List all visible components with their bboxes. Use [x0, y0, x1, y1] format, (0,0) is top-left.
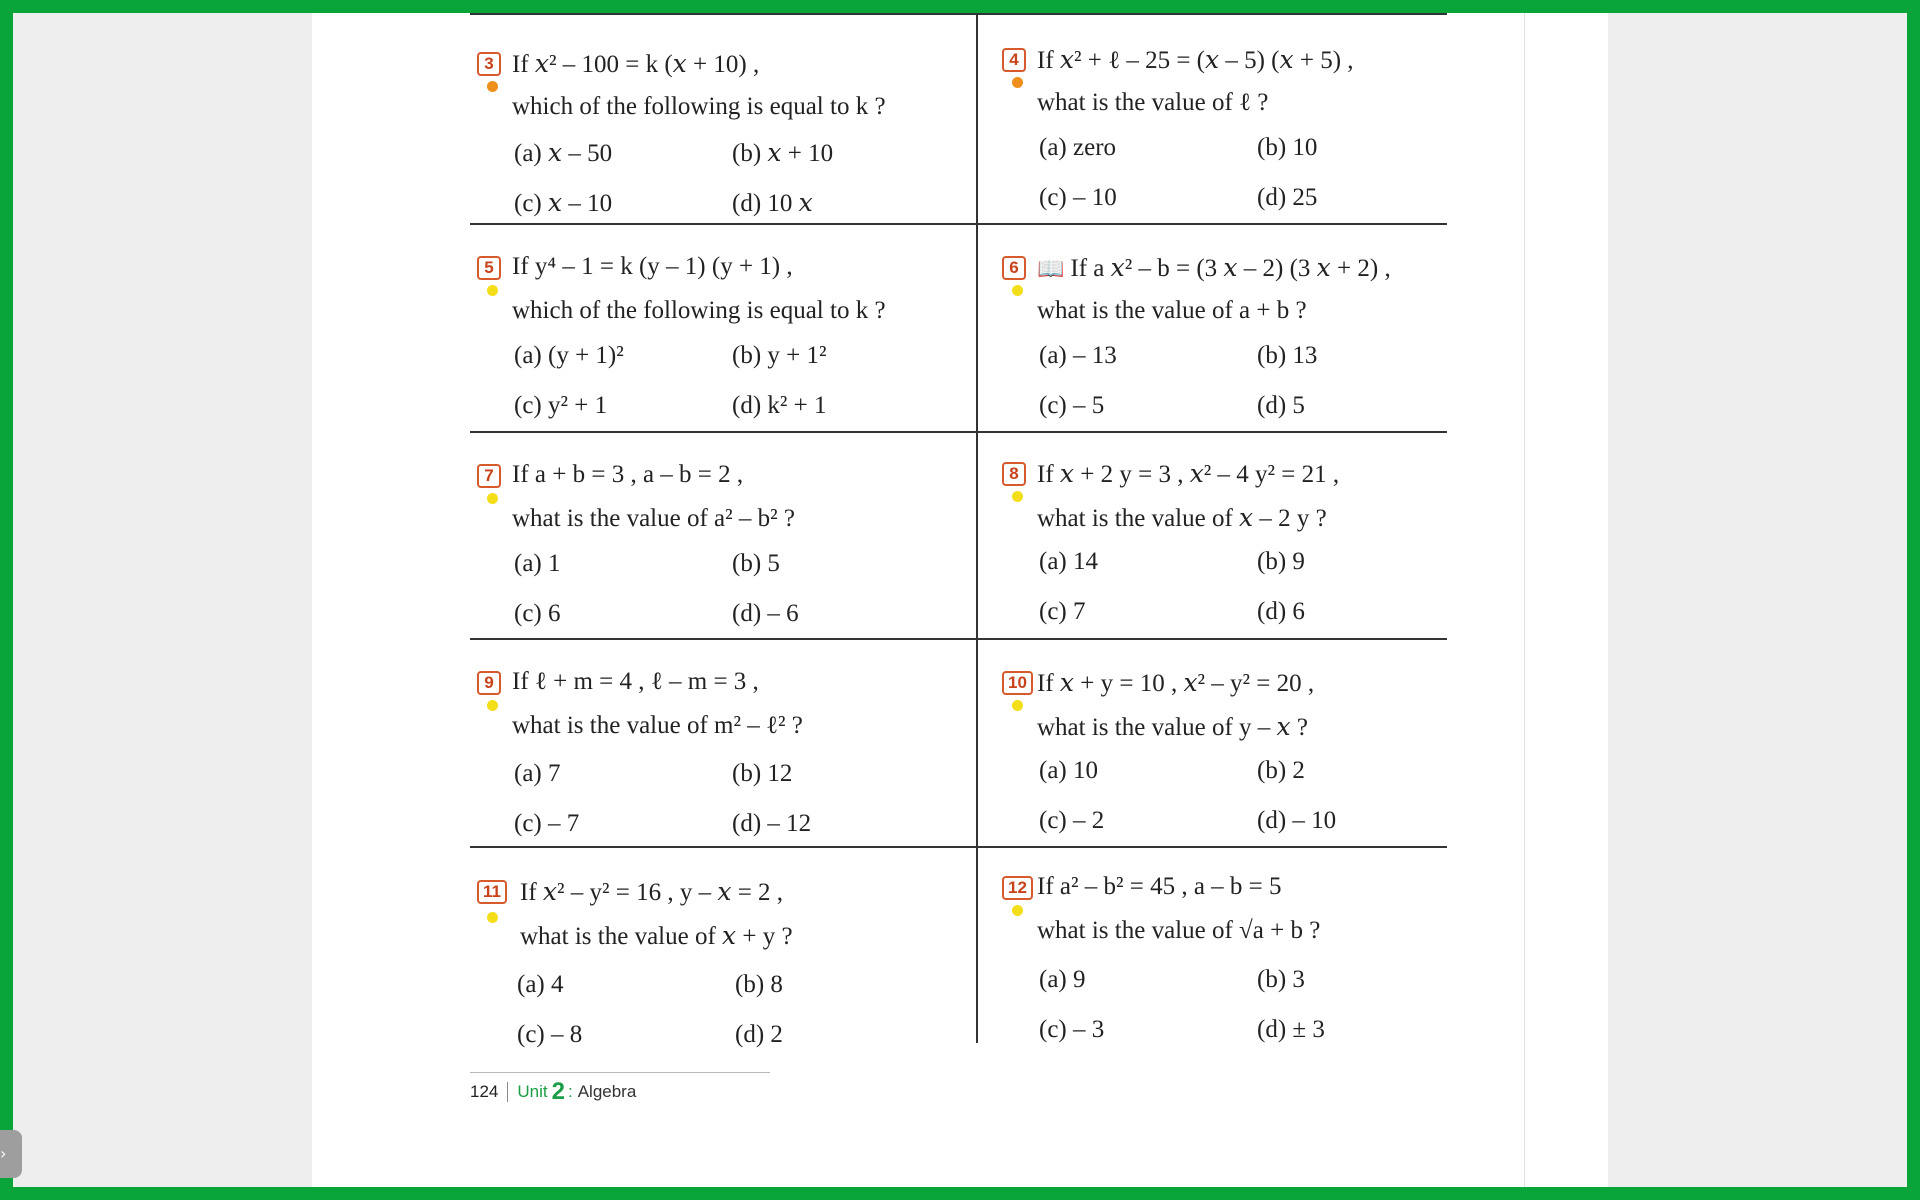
question-prompt: which of the following is equal to k ? [512, 93, 886, 120]
option-d: (d) 5 [1257, 392, 1305, 419]
unit-number: 2 [551, 1078, 565, 1105]
option-a: (a) 4 [517, 971, 564, 998]
option-d: (d) – 6 [732, 600, 799, 627]
question-number: 3 [477, 52, 501, 76]
difficulty-dot [1012, 905, 1023, 916]
question-prompt: what is the value of √a + b ? [1037, 917, 1321, 944]
option-b: (b) 12 [732, 760, 793, 787]
page-footer [470, 1078, 636, 1106]
question-prompt: what is the value of a² – b² ? [512, 505, 795, 532]
option-c: (c) y² + 1 [514, 392, 608, 419]
option-a: (a) 7 [514, 760, 561, 787]
question-12 [995, 855, 1465, 1055]
question-6 [995, 235, 1465, 435]
question-stem: If 𝑥 + y = 10 , 𝑥² – y² = 20 , [1037, 670, 1315, 697]
side-panel-toggle[interactable] [0, 1130, 22, 1178]
chevron-right-icon: › [0, 1144, 7, 1163]
question-prompt: what is the value of m² – ℓ² ? [512, 712, 803, 739]
question-number: 4 [1002, 48, 1026, 72]
question-prompt: which of the following is equal to k ? [512, 297, 886, 324]
question-stem: If y⁴ – 1 = k (y – 1) (y + 1) , [512, 253, 793, 280]
question-stem: If 𝑥² – 100 = k (𝑥 + 10) , [512, 51, 760, 78]
difficulty-dot [487, 912, 498, 923]
option-b: (b) 3 [1257, 966, 1305, 993]
option-a: (a) 10 [1039, 757, 1098, 784]
option-a: (a) zero [1039, 134, 1117, 161]
question-stem: If ℓ + m = 4 , ℓ – m = 3 , [512, 668, 759, 695]
option-c: (c) – 5 [1039, 392, 1105, 419]
option-d: (d) k² + 1 [732, 392, 827, 419]
option-d: (d) 2 [735, 1021, 783, 1048]
question-number: 12 [1002, 876, 1033, 900]
option-d: (d) 10 𝑥 [732, 190, 813, 217]
question-4 [995, 27, 1465, 227]
question-prompt: what is the value of ℓ ? [1037, 89, 1269, 116]
question-number: 11 [477, 880, 507, 904]
option-a: (a) 1 [514, 550, 561, 577]
question-stem: If 𝑥 + 2 y = 3 , 𝑥² – 4 y² = 21 , [1037, 461, 1340, 488]
difficulty-dot [487, 700, 498, 711]
unit-separator: : [567, 1082, 573, 1101]
question-number: 7 [477, 464, 501, 488]
option-d: (d) 25 [1257, 184, 1318, 211]
difficulty-dot [1012, 700, 1023, 711]
question-number: 5 [477, 256, 501, 280]
page-number: 124 [470, 1082, 508, 1102]
option-c: (c) – 10 [1039, 184, 1117, 211]
question-prompt: what is the value of y – 𝑥 ? [1037, 714, 1308, 741]
unit-name: Algebra [577, 1082, 637, 1101]
option-a: (a) – 13 [1039, 342, 1117, 369]
question-prompt: what is the value of 𝑥 – 2 y ? [1037, 505, 1327, 532]
question-stem: If a + b = 3 , a – b = 2 , [512, 461, 744, 488]
difficulty-dot [1012, 285, 1023, 296]
difficulty-dot [1012, 491, 1023, 502]
unit-label: Unit [517, 1082, 548, 1101]
option-c: (c) 7 [1039, 598, 1086, 625]
question-number: 9 [477, 671, 501, 695]
question-9 [470, 650, 940, 850]
option-c: (c) – 8 [517, 1021, 583, 1048]
question-stem: If 𝑥² – y² = 16 , y – 𝑥 = 2 , [520, 879, 784, 906]
question-8 [995, 441, 1465, 641]
difficulty-dot [487, 493, 498, 504]
page-edge-line [1524, 13, 1525, 1187]
question-grid [470, 13, 1447, 1048]
question-3 [470, 31, 940, 231]
question-prompt: what is the value of a + b ? [1037, 297, 1307, 324]
option-c: (c) – 2 [1039, 807, 1105, 834]
option-b: (b) y + 1² [732, 342, 827, 369]
option-b: (b) 2 [1257, 757, 1305, 784]
book-icon: 📖 [1037, 257, 1065, 282]
question-number: 8 [1002, 462, 1026, 486]
grid-divider [976, 13, 978, 1043]
option-d: (d) – 12 [732, 810, 812, 837]
option-a: (a) (y + 1)² [514, 342, 624, 369]
question-number: 6 [1002, 256, 1026, 280]
grid-rule [470, 13, 1447, 15]
difficulty-dot [487, 81, 498, 92]
option-a: (a) 𝑥 – 50 [514, 140, 613, 167]
option-b: (b) 𝑥 + 10 [732, 140, 834, 167]
question-stem [1037, 253, 1391, 283]
footer-rule [470, 1072, 770, 1073]
option-c: (c) 6 [514, 600, 561, 627]
question-stem: If a² – b² = 45 , a – b = 5 [1037, 873, 1282, 900]
option-c: (c) – 7 [514, 810, 580, 837]
question-5 [470, 235, 940, 435]
option-c: (c) – 3 [1039, 1016, 1105, 1043]
question-stem-text: If a 𝑥² – b = (3 𝑥 – 2) (3 𝑥 + 2) , [1070, 255, 1391, 282]
option-d: (d) 6 [1257, 598, 1305, 625]
option-b: (b) 8 [735, 971, 783, 998]
question-10 [995, 650, 1465, 850]
option-b: (b) 13 [1257, 342, 1318, 369]
option-b: (b) 5 [732, 550, 780, 577]
question-stem: If 𝑥² + ℓ – 25 = (𝑥 – 5) (𝑥 + 5) , [1037, 47, 1354, 74]
question-11 [470, 859, 940, 1059]
difficulty-dot [1012, 77, 1023, 88]
difficulty-dot [487, 285, 498, 296]
option-d: (d) ± 3 [1257, 1016, 1325, 1043]
option-a: (a) 9 [1039, 966, 1086, 993]
option-d: (d) – 10 [1257, 807, 1337, 834]
option-b: (b) 10 [1257, 134, 1318, 161]
option-b: (b) 9 [1257, 548, 1305, 575]
question-7 [470, 443, 940, 643]
question-prompt: what is the value of 𝑥 + y ? [520, 923, 793, 950]
option-a: (a) 14 [1039, 548, 1098, 575]
option-c: (c) 𝑥 – 10 [514, 190, 613, 217]
question-number: 10 [1002, 671, 1033, 695]
